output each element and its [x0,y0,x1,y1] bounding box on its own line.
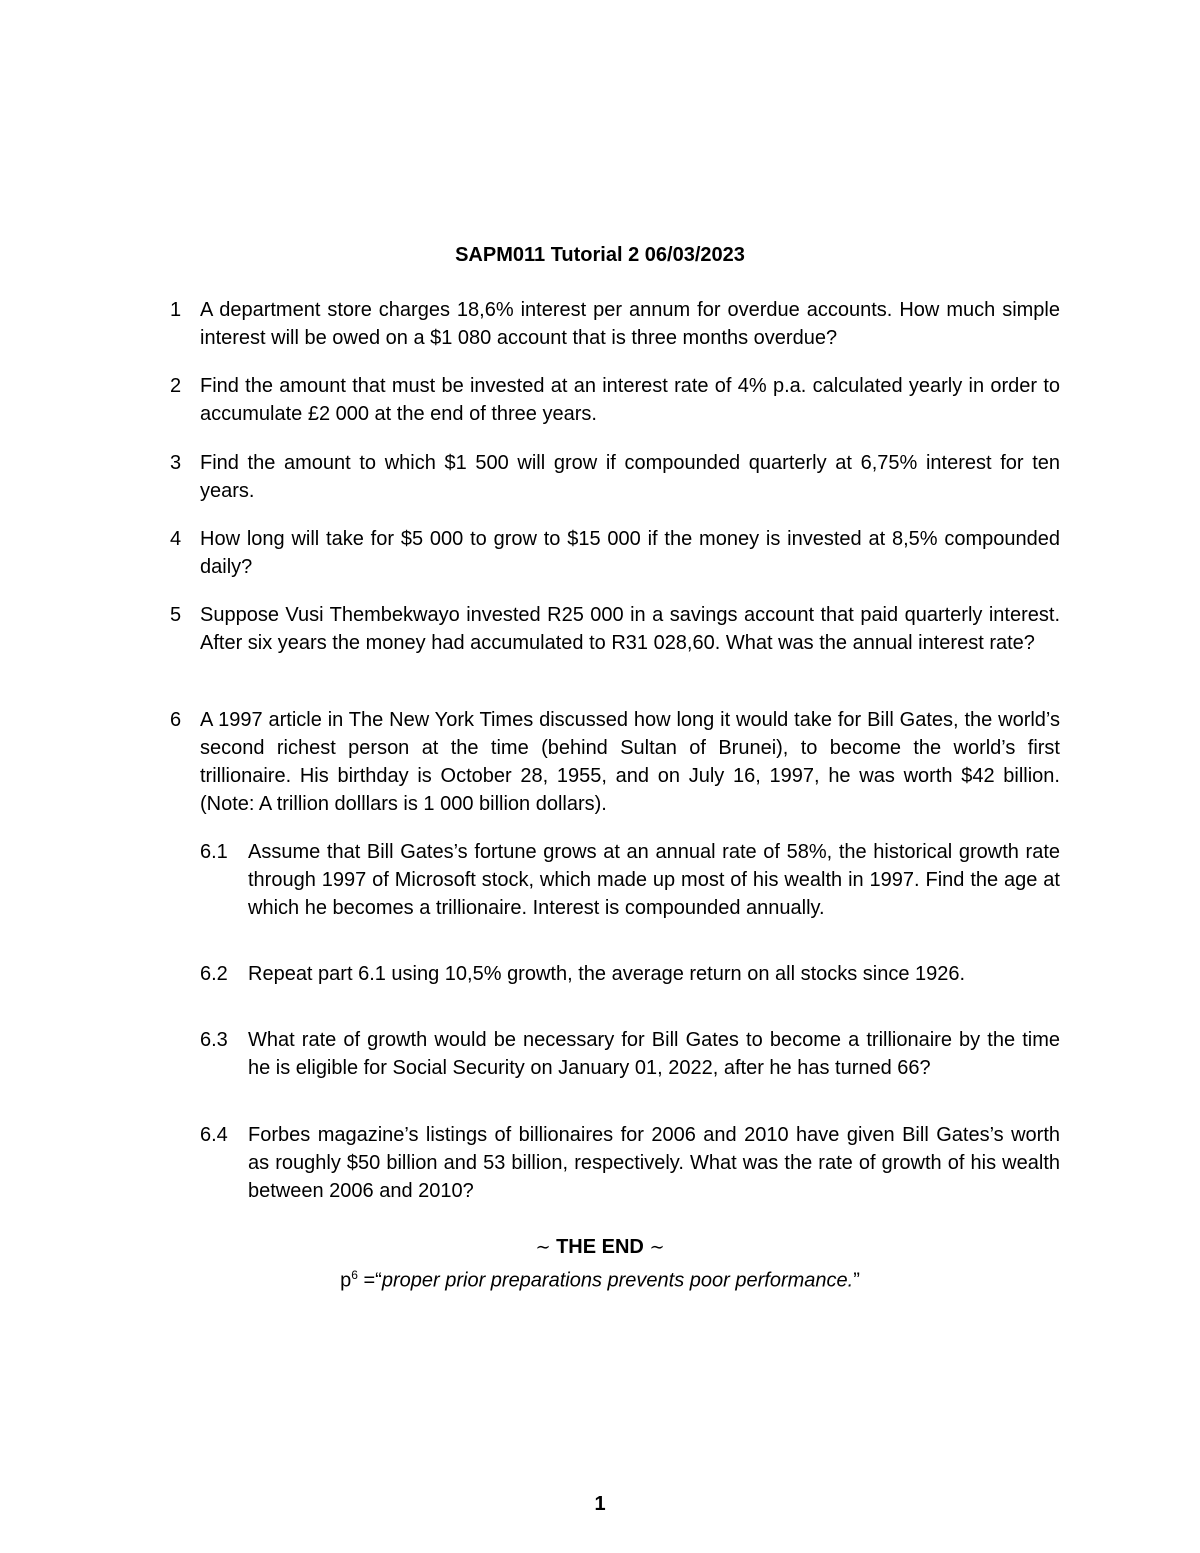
question-3 [170,449,1060,505]
end-title: THE END [556,1236,644,1258]
subquestion-text: Repeat part 6.1 using 10,5% growth, the average return on all stocks since 1926. [248,963,966,985]
question-6 [170,706,1060,818]
tilde-right: ∼ [649,1237,665,1258]
question-number: 6 [170,709,182,731]
subquestion-6-2 [200,960,1060,988]
question-text: Find the amount that must be invested at an interest rate of 4% p.a. calculated yearly in order to accumulate £2 000 at the end of three years. [200,375,1060,425]
subquestion-6-3 [200,1026,1060,1082]
motto-equals: =“ [357,1269,382,1292]
question-5 [170,601,1060,657]
question-number: 5 [170,604,182,626]
subquestion-text: Assume that Bill Gates’s fortune grows at an annual rate of 58%, the historical growth rate through 1997 of Microsoft stock, which made up most of his wealth in 1997. Find the age at which he becomes a trillionaire. Interest is compounded annually. [248,841,1060,919]
motto-close: ” [853,1269,860,1292]
subquestion-number: 6.1 [200,841,228,863]
question-text: How long will take for $5 000 to grow to $15 000 if the money is invested at 8,5% compounded daily? [200,528,1060,578]
question-text: A department store charges 18,6% interest per annum for overdue accounts. How much simple interest will be owed on a $1 080 account that is three months overdue? [200,299,1060,349]
question-text: Suppose Vusi Thembekwayo invested R25 000 in a savings account that paid quarterly interest. After six years the money had accumulated to R31 028,60. What was the annual interest rate? [200,604,1060,654]
question-number: 4 [170,528,182,550]
question-1 [170,296,1060,352]
motto-exponent: 6 [351,1268,358,1282]
subquestion-6-4 [200,1121,1060,1205]
subquestion-6-1 [200,838,1060,922]
question-text: Find the amount to which $1 500 will grow if compounded quarterly at 6,75% interest for ten years. [200,452,1060,502]
end-heading [0,1233,1200,1262]
subquestion-number: 6.4 [200,1124,228,1146]
page-number: 1 [594,1493,606,1515]
question-number: 1 [170,299,182,321]
motto [0,1261,1200,1295]
page-title: SAPM011 Tutorial 2 06/03/2023 [455,244,745,266]
tilde-left: ∼ [535,1237,551,1258]
motto-quote: proper prior preparations prevents poor performance. [381,1269,854,1292]
question-2 [170,372,1060,428]
question-number: 3 [170,452,182,474]
subquestion-text: What rate of growth would be necessary for Bill Gates to become a trillionaire by the time he is eligible for Social Security on January 01, 2022, after he has turned 66? [248,1029,1060,1079]
subquestion-number: 6.3 [200,1029,228,1051]
question-number: 2 [170,375,182,397]
subquestion-number: 6.2 [200,963,228,985]
question-4 [170,525,1060,581]
question-text: A 1997 article in The New York Times discussed how long it would take for Bill Gates, the world’s second richest person at the time (behind Sultan of Brunei), to become the world’s first trillionaire. His birthday is October 28, 1955, and on July 16, 1997, he was worth $42 billion. (Note: A trillion dolllars is 1 000 billion dollars). [200,709,1060,815]
motto-base: p [340,1269,352,1292]
subquestion-text: Forbes magazine’s listings of billionaires for 2006 and 2010 have given Bill Gates’s worth as roughly $50 billion and 53 billion, respectively. What was the rate of growth of his wealth between 2006 and 2010? [248,1124,1060,1202]
